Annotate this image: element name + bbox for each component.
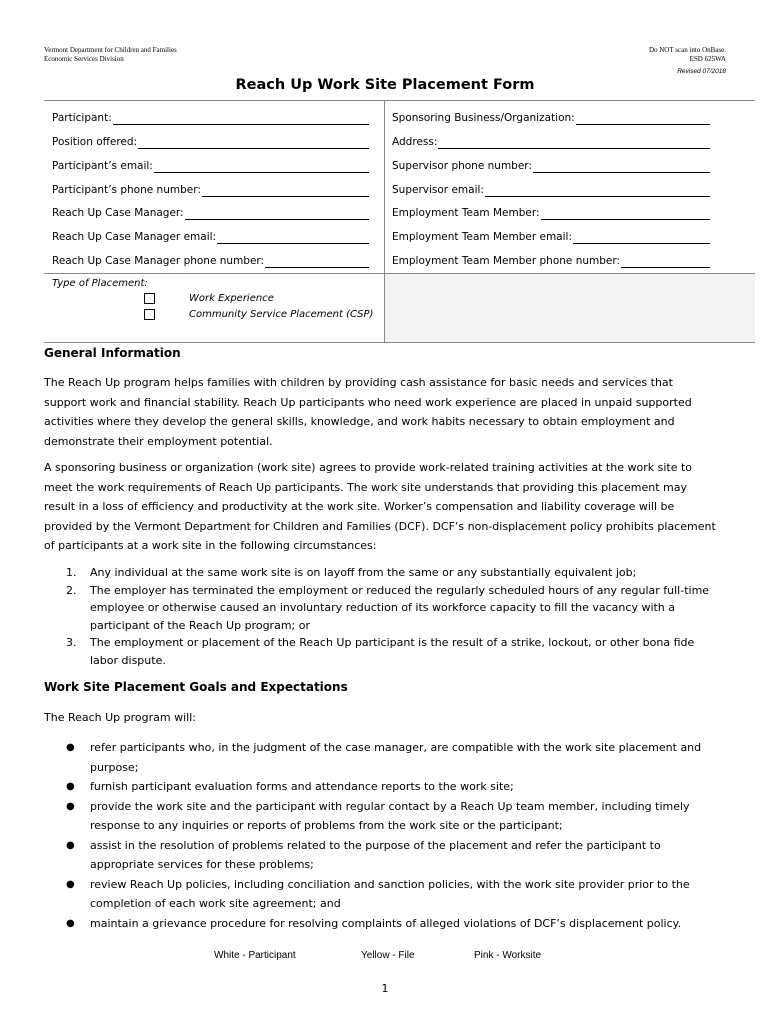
list-item: ● furnish participant evaluation forms and attendance reports to the work site; [66, 780, 514, 793]
general-information-heading: General Information [44, 346, 181, 360]
list-item-text: provide the work site and the participant with regular contact by a Reach Up team member, including timely response to any inquiries or reports of problems from the work site or the participant; [90, 799, 690, 832]
case-manager-email-field[interactable] [52, 230, 369, 244]
copy-distribution-white: White - Participant [214, 950, 296, 961]
work-experience-option[interactable] [144, 293, 274, 304]
page-title: Reach Up Work Site Placement Form [235, 77, 535, 93]
blank-line[interactable] [438, 137, 710, 149]
field-label: Participant: [52, 112, 112, 124]
field-label: Position offered: [52, 136, 138, 148]
employment-team-phone-field[interactable] [392, 254, 710, 268]
shaded-cell [385, 273, 755, 342]
page-number: 1 [381, 982, 389, 995]
employment-team-member-field[interactable] [392, 206, 710, 220]
field-label: Participant’s phone number: [52, 184, 201, 196]
list-item-text: furnish participant evaluation forms and attendance reports to the work site; [90, 780, 514, 793]
list-item-text: refer participants who, in the judgment of the case manager, are compatible with the work site placement and purpose; [90, 741, 702, 774]
address-field[interactable] [392, 135, 710, 149]
copy-distribution-pink: Pink - Worksite [474, 950, 542, 961]
field-label: Reach Up Case Manager: [52, 207, 184, 219]
division-name: Economic Services Division [44, 55, 124, 63]
participant-field[interactable] [52, 111, 369, 125]
goals-intro: The Reach Up program will: [44, 711, 196, 724]
field-label: Employment Team Member email: [392, 231, 572, 243]
checkbox[interactable] [144, 293, 155, 304]
blank-line[interactable] [621, 256, 710, 268]
list-item: 2. The employer has terminated the employment or reduced the regularly scheduled hours of any regular full-time employee or otherwise caused an involuntary reduction of its workforce capacity to fill the vacancy with a participant of the Reach Up program; or [66, 583, 710, 632]
scan-note: Do NOT scan into OnBase. [648, 46, 726, 54]
circumstances-list [44, 564, 724, 669]
list-item-text: The employment or placement of the Reach Up participant is the result of a strike, lockout, or other bona fide labor dispute. [90, 636, 695, 667]
blank-line[interactable] [185, 208, 369, 220]
list-item-text: assist in the resolution of problems related to the purpose of the placement and refer the participant to appropriate services for these problems; [90, 838, 661, 871]
participant-phone-field[interactable] [52, 183, 369, 197]
position-offered-field[interactable] [52, 135, 369, 149]
option-label: Community Service Placement (CSP) [189, 309, 374, 320]
case-manager-phone-field[interactable] [52, 254, 369, 268]
field-label: Address: [392, 136, 438, 148]
field-label: Reach Up Case Manager phone number: [52, 255, 265, 267]
goals-heading: Work Site Placement Goals and Expectations [44, 680, 348, 694]
employment-team-email-field[interactable] [392, 230, 710, 244]
blank-line[interactable] [573, 232, 710, 244]
list-item-text: Any individual at the same work site is on layoff from the same or any substantially equivalent job; [90, 566, 637, 579]
field-label: Reach Up Case Manager email: [52, 231, 217, 243]
blank-line[interactable] [533, 161, 710, 173]
blank-line[interactable] [202, 185, 369, 197]
list-item: ● assist in the resolution of problems related to the purpose of the placement and refer the participant to appropriate services for these problems; [66, 838, 661, 871]
blank-line[interactable] [485, 185, 710, 197]
copy-distribution-yellow: Yellow - File [361, 950, 415, 961]
list-item: 1. Any individual at the same work site is on layoff from the same or any substantially equivalent job; [66, 566, 637, 579]
goals-bullet-list [44, 738, 724, 933]
participant-email-field[interactable] [52, 159, 369, 173]
form-code: ESD 625WA [689, 55, 726, 63]
list-item: ● provide the work site and the participant with regular contact by a Reach Up team member, including timely response to any inquiries or reports of problems from the work site or the participant; [66, 799, 690, 832]
blank-line[interactable] [138, 137, 369, 149]
blank-line[interactable] [265, 256, 369, 268]
field-label: Participant’s email: [52, 160, 153, 172]
blank-line[interactable] [154, 161, 369, 173]
checkbox[interactable] [144, 309, 155, 320]
blank-line[interactable] [541, 208, 710, 220]
supervisor-email-field[interactable] [392, 183, 710, 197]
list-item-text: The employer has terminated the employment or reduced the regularly scheduled hours of any regular full-time employee or otherwise caused an involuntary reduction of its workforce capacity to fill the vacancy with a participant of the Reach Up program; or [90, 583, 710, 632]
revised-date: Revised 07/2018 [677, 68, 726, 75]
blank-line[interactable] [217, 232, 369, 244]
sponsoring-organization-field[interactable] [392, 111, 710, 125]
field-label: Employment Team Member phone number: [392, 255, 621, 267]
blank-line[interactable] [113, 113, 369, 125]
placement-type-label: Type of Placement: [52, 278, 148, 289]
blank-line[interactable] [576, 113, 710, 125]
field-label: Employment Team Member: [392, 207, 540, 219]
list-item: ● maintain a grievance procedure for resolving complaints of alleged violations of DCF’s displacement policy. [66, 916, 682, 930]
field-label: Supervisor phone number: [392, 160, 532, 172]
list-item: 3. The employment or placement of the Reach Up participant is the result of a strike, lockout, or other bona fide labor dispute. [66, 636, 695, 667]
general-paragraph-2: A sponsoring business or organization (work site) agrees to provide work-related training activities at the work site to meet the work requirements of Reach Up participants. The work site understands that providing this placement may result in a loss of efficiency and productivity at the work site. Worker’s compensation and liability coverage will be provided by the Vermont Department for Children and Families (DCF). DCF’s non-displacement policy prohibits placement of participants at a work site in the following circumstances: [44, 461, 716, 552]
row-divider [44, 273, 384, 274]
list-item-text: maintain a grievance procedure for resolving complaints of alleged violations of DCF’s displacement policy. [90, 916, 682, 930]
placement-info-grid [44, 100, 755, 343]
list-item: ● review Reach Up policies, including conciliation and sanction policies, with the work site provider prior to the completion of each work site agreement; and [66, 877, 690, 910]
field-label: Supervisor email: [392, 184, 484, 196]
field-label: Sponsoring Business/Organization: [392, 112, 575, 124]
list-item-text: review Reach Up policies, including conciliation and sanction policies, with the work site provider prior to the completion of each work site agreement; and [90, 877, 690, 910]
option-label: Work Experience [189, 293, 274, 304]
department-name: Vermont Department for Children and Families [44, 46, 177, 54]
general-paragraph-1: The Reach Up program helps families with children by providing cash assistance for basic needs and services that support work and financial stability. Reach Up participants who need work experience are placed in unpaid supported activities where they develop the general skills, knowledge, and work habits necessary to obtain employment and demonstrate their employment potential. [44, 376, 692, 448]
case-manager-field[interactable] [52, 206, 369, 220]
supervisor-phone-field[interactable] [392, 159, 710, 173]
document-header-left [44, 46, 177, 64]
document-header-right [649, 46, 726, 64]
list-item: ● refer participants who, in the judgment of the case manager, are compatible with the work site placement and purpose; [66, 741, 702, 774]
community-service-option[interactable] [144, 309, 373, 320]
